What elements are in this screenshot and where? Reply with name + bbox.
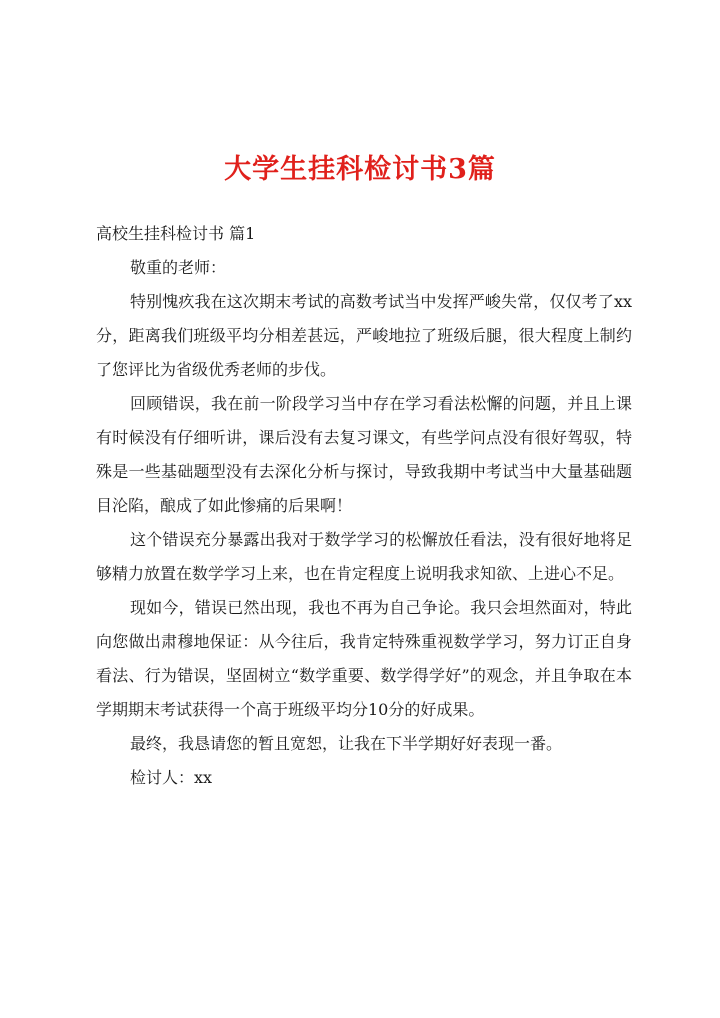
paragraph-5: 最终，我恳请您的暂且宽恕，让我在下半学期好好表现一番。	[130, 734, 563, 753]
document-body	[96, 217, 632, 795]
paragraph-1: 特别愧疚我在这次期末考试的高数考试当中发挥严峻失常，仅仅考了xx分，距离我们班级平均分相差甚远，严峻地拉了班级后腿，很大程度上制约了您评比为省级优秀老师的步伐。	[96, 292, 632, 379]
paragraph-4: 现如今，错误已然出现，我也不再为自己争论。我只会坦然面对，特此向您做出肃穆地保证：从今往后，我肯定特殊重视数学学习，努力订正自身看法、行为错误，坚固树立“数学重要、数学得学好”的观念，并且争取在本学期期末考试获得一个高于班级平均分10分的好成果。	[96, 598, 632, 719]
salutation: 敬重的老师：	[130, 258, 227, 277]
document-title: 大学生挂科检讨书3篇	[224, 154, 496, 185]
paragraph-3: 这个错误充分暴露出我对于数学学习的松懈放任看法，没有很好地将足够精力放置在数学学习上来，也在肯定程度上说明我求知欲、上进心不足。	[96, 530, 632, 583]
signature: 检讨人：xx	[130, 768, 213, 787]
section-heading: 高校生挂科检讨书 篇1	[96, 224, 256, 243]
paragraph-2: 回顾错误，我在前一阶段学习当中存在学习看法松懈的问题，并且上课有时候没有仔细听讲，课后没有去复习课文，有些学问点没有很好驾驭，特殊是一些基础题型没有去深化分析与探讨，导致我期中考试当中大量基础题目沦陷，酿成了如此惨痛的后果啊！	[96, 394, 632, 515]
